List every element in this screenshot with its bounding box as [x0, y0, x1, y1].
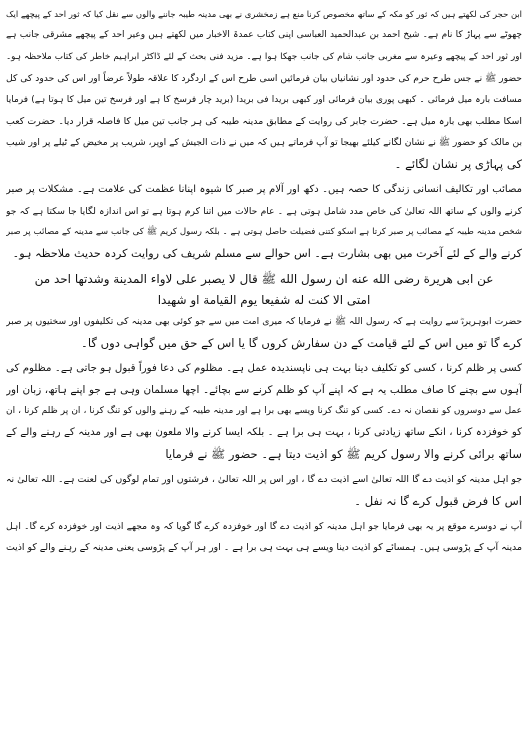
paragraph-oppression — [6, 358, 522, 465]
document-page — [6, 4, 522, 741]
text-line: عمل سے دوسروں کو نقصان نہ دے۔ کسی کو تنگ کرنا ویسے بھی برا ہے اور مدینہ طیبہ کے رہنے والوں کو تنگ کرنا ، ان پر ظلم کرنا ، ان — [6, 406, 522, 417]
text-line: شخص مدینہ طیبہ کے مصائب پر صبر کرتا ہے اسکو کتنی فضیلت حاصل ہوتی ہے ۔ بلکہ رسول کریم ﷺ کی جانب سے مدینہ کے مصائب پر صبر — [6, 226, 522, 237]
text-line: کرنے والے کے لئے آخرت میں بھی بشارت ہے۔ اس حوالے سے مسلم شریف کی روایت کردہ حدیث ملاحظہ ہو۔ — [12, 247, 522, 261]
paragraph-neighbours — [6, 516, 522, 559]
paragraph-haram-boundaries — [6, 4, 522, 175]
paragraph-curse — [6, 469, 522, 512]
hadith-arabic — [6, 269, 522, 312]
text-line: اسکا مطلب بھی بارہ میل ہے۔ حضرت جابر کی روایت کے مطابق مدینہ طیبہ کی ہر جانب تین میل کا فاصلہ قرار دیا۔ حضرت کعب — [6, 115, 522, 127]
text-line: مدینہ آپ کے پڑوسی ہیں۔ ہمسائے کو اذیت دینا ویسے ہی بہت ہی برا ہے ۔ اور ہر آپ کے پڑوسی یعنی مدینہ کے رہنے والے کو اذیت — [6, 542, 522, 554]
text-line: حضرت ابوہریرہؓ سے روایت ہے کہ رسول اللہ ﷺ نے فرمایا کہ میری امت میں سے جو کوئی بھی مدینہ کی تکلیفوں اور سختیوں پر صبر — [6, 316, 522, 328]
text-line: حضور ﷺ نے جس طرح حرم کی حدود اور نشانیاں بیان فرمائیں اسی طرح اس کے اردگرد کا علاقہ طولاً عرضاً اور اس کی حدود کی کل — [6, 73, 522, 85]
arabic-line: عن ابی هريرة رضى الله عنه ان رسول الله ﷺ قال لا يصبر على لاواء المدينة وشدتها احد من — [34, 271, 494, 286]
text-line: اس کا فرض قبول کرے گا نہ نفل ۔ — [354, 493, 522, 508]
text-line: جو اہل مدینہ کو اذیت دے گا اللہ تعالیٰ اسے اذیت دے گا ، اور اس پر اللہ تعالیٰ ، فرشتوں اور تمام لوگوں کی لعنت ہے۔ اللہ تعالیٰ نہ — [6, 474, 522, 486]
text-line: مصائب اور تکالیف انسانی زندگی کا حصہ ہیں۔ دکھ اور آلام پر صبر کا شیوہ اپنانا عظمت کی علامت ہے۔ مشکلات پر صبر — [6, 184, 522, 196]
text-line: کرنے والوں کے ساتھ اللہ تعالیٰ کی خاص مدد شامل ہوتی ہے ۔ عام حالات میں اتنا کرم ہوتا ہے تو اس اندازہ لگایا جا سکتا ہے کہ جو — [6, 205, 522, 217]
paragraph-hadith-translation — [6, 311, 522, 354]
text-line: اور ثور احد کے پیچھے وعیرہ سے مغربی جانب شام کی جانب جھکا ہوا ہے۔ مزید فنی بحث کے لئے ڈاکٹر ابراہیم خاطر کی کتاب ملاحظہ ہو۔ — [6, 51, 522, 62]
text-line: ساتھ برائی کرنے والا رسول کریم ﷺ کو اذیت دیتا ہے۔ حضور ﷺ نے فرمایا — [165, 446, 522, 461]
text-line: ابن حجر کی لکھتے ہیں کہ ثور کو مکہ کے ساتھ مخصوص کرنا منع ہے زمخشری نے بھی مدینہ طیبہ جاننے والوں سے نقل کیا کہ ثور احد کے پیچھے ایک — [6, 9, 522, 19]
arabic-line: امتی الا کنت له شفيعا يوم القيامة او شهيدا — [157, 293, 371, 308]
text-line: آپ نے دوسرے موقع پر یہ بھی فرمایا جو اہل مدینہ کو اذیت دے گا اور خوفزدہ کرے گا گویا کہ وہ مجھے اذیت اور خوفزدہ کرے گا۔ اہل — [6, 520, 522, 532]
text-line: آہوں سے بچنے کا صاف مطلب یہ ہے کہ اپنے آپ کو ظلم کرنے سے بچائے۔ اچھا مسلمان وہی ہے جو اپنے ہاتھ، زبان اور — [6, 383, 522, 396]
text-line: بن مالک کو حضور ﷺ نے نشان لگانے کیلئے بھیجا تو آپ فرماتے ہیں کہ میں نے ذات الجیش کے اوپر، شریب پر مخیض کے ٹیلے پر اور شیب — [6, 137, 522, 149]
text-line: کو خوفزدہ کرنا ، انکے ساتھ زیادتی کرنا ، بہت ہی برا ہے ۔ بلکہ ایسا کرنے والا ملعون بھی ہے اور مدینہ کے رہنے والے کے — [6, 427, 522, 439]
text-line: کسی پر ظلم کرنا ، کسی کو تکلیف دینا بہت ہی ناپسندیدہ عمل ہے۔ مظلوم کی دعا فوراً قبول ہو جاتی ہے۔ مظلوم کی — [6, 363, 522, 375]
text-line: چھوٹے سے پہاڑ کا نام ہے۔ شیخ احمد بن عبدالحمید العباسی اپنی کتاب عمدۃ الاخبار میں لکھتے ہیں وعیر احد کے پیچھے مشرقی جانب ہے — [6, 30, 522, 41]
text-line: مسافت بارہ میل فرمائی ۔ کبھی پوری بیان فرمائی اور کبھی بریدا فی بریدا (برید چار فرسخ کا ہے اور فرسخ تین میل کا ہوتا ہے) فرمایا — [6, 94, 522, 105]
paragraph-patience — [6, 179, 522, 265]
text-line: کی پہاڑی پر نشان لگائے ۔ — [394, 156, 522, 171]
text-line: کرے گا تو میں اس کے لئے قیامت کے دن سفارش کروں گا یا اس کے حق میں گواہی دوں گا۔ — [81, 335, 522, 350]
